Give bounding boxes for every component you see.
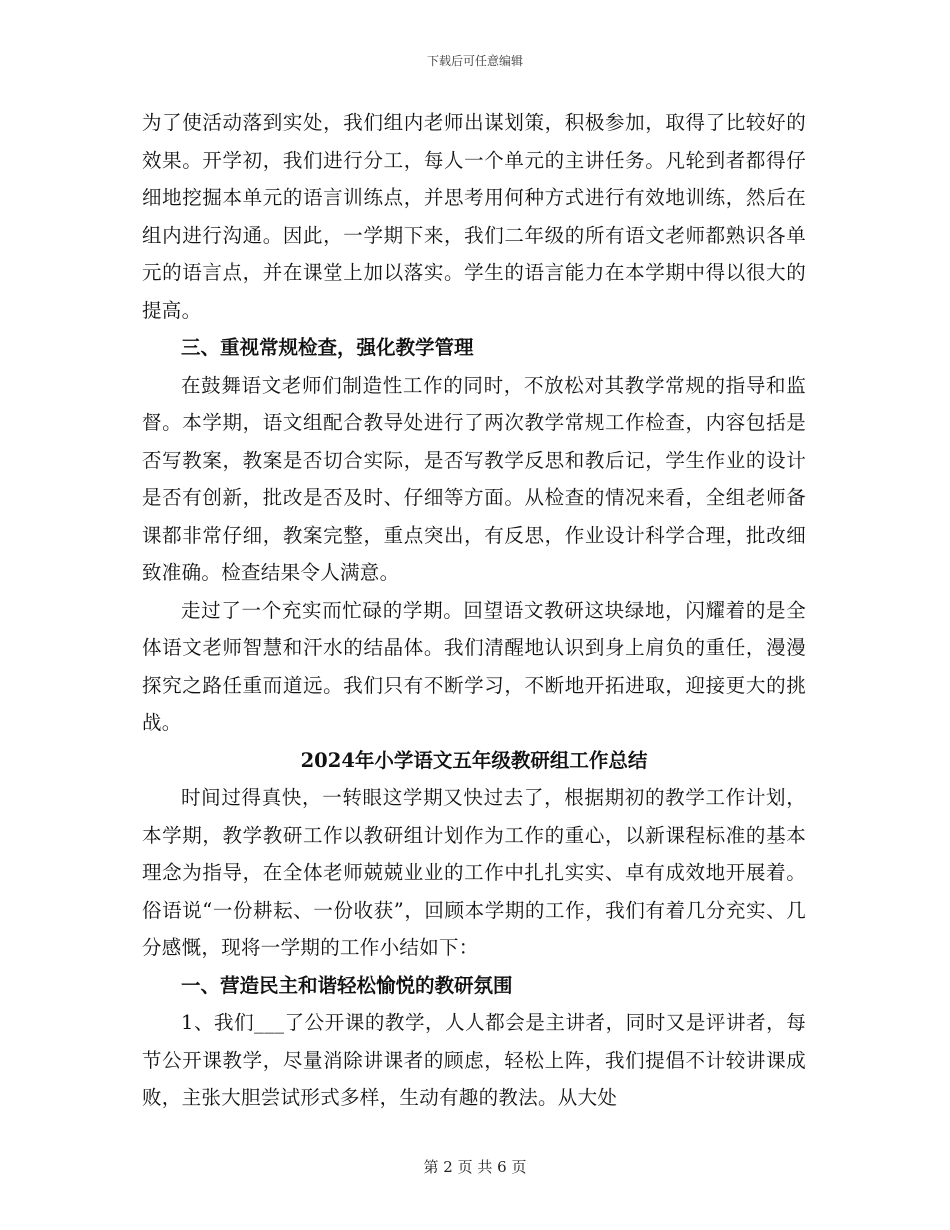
section-heading-routine-inspection: 三、重视常规检查，强化教学管理 bbox=[181, 336, 474, 359]
paragraph-open-class: 1、我们___了公开课的教学，人人都会是主讲者，同时又是评讲者，每节公开课教学，尽量消除讲课者的顾虑，轻松上阵，我们提倡不计较讲课成败，主张大胆尝试形式多样，生动有趣的教法。从大处 bbox=[142, 1011, 806, 1109]
page-header-note: 下载后可任意编辑 bbox=[426, 54, 523, 68]
section-heading-research-atmosphere: 一、营造民主和谐轻松愉悦的教研氛围 bbox=[181, 973, 513, 997]
paragraph-semester-reflection: 走过了一个充实而忙碌的学期。回望语文教研这块绿地，闪耀着的是全体语文老师智慧和汗水的结晶体。我们清醒地认识到身上肩负的重任，漫漫探究之路任重而道远。我们只有不断学习，不断地开拓进取，迎接更大的挑战。 bbox=[142, 598, 806, 734]
document-body bbox=[142, 104, 806, 1117]
paragraph-introduction: 时间过得真快，一转眼这学期又快过去了，根据期初的教学工作计划，本学期，教学教研工作以教研组计划作为工作的重心，以新课程标准的基本理念为指导，在全体老师兢兢业业的工作中扎扎实实、卓有成效地开展着。俗语说“一份耕耘、一份收获”，回顾本学期的工作，我们有着几分充实、几分感慨，现将一学期的工作小结如下： bbox=[142, 786, 806, 959]
paragraph-routine-inspection: 在鼓舞语文老师们制造性工作的同时，不放松对其教学常规的指导和监督。本学期，语文组配合教导处进行了两次教学常规工作检查，内容包括是否写教案，教案是否切合实际，是否写教学反思和教后记，学生作业的设计是否有创新，批改是否及时、仔细等方面。从检查的情况来看，全组老师备课都非常仔细，教案完整，重点突出，有反思，作业设计科学合理，批改细致准确。检查结果令人满意。 bbox=[142, 373, 806, 584]
document-title: 2024年小学语文五年级教研组工作总结 bbox=[300, 748, 648, 772]
paragraph-activity-implementation: 为了使活动落到实处，我们组内老师出谋划策，积极参加，取得了比较好的效果。开学初，我们进行分工，每人一个单元的主讲任务。凡轮到者都得仔细地挖掘本单元的语言训练点，并思考用何种方式进行有效地训练，然后在组内进行沟通。因此，一学期下来，我们二年级的所有语文老师都熟识各单元的语言点，并在课堂上加以落实。学生的语言能力在本学期中得以很大的提高。 bbox=[142, 111, 806, 322]
page-number: 第 2 页 共 6 页 bbox=[423, 1158, 527, 1176]
